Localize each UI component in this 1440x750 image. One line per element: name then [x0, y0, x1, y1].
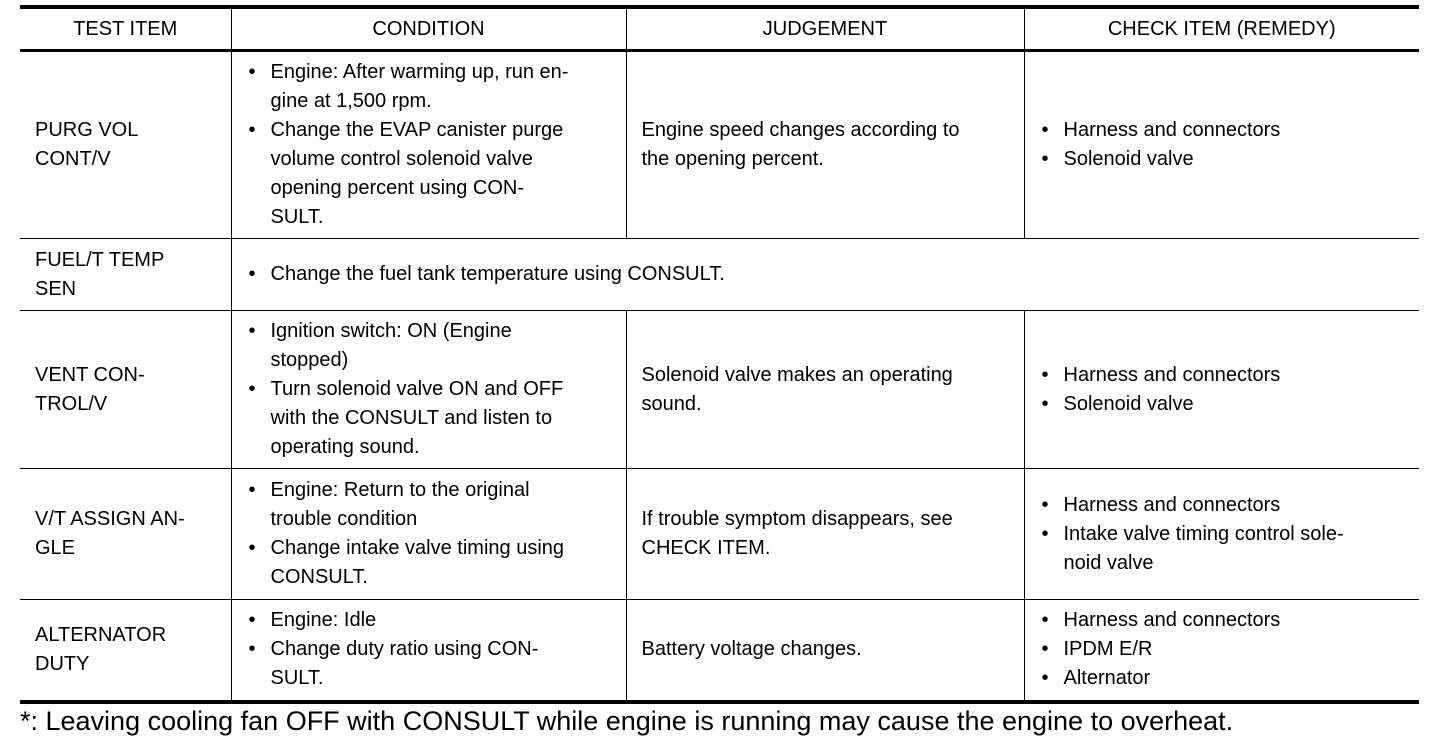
check-item-cell: [1024, 469, 1419, 600]
test-item-cell: VENT CON- TROL/V: [20, 311, 231, 469]
check-bullet: • Alternator: [1041, 667, 1151, 690]
condition-bullet: • Ignition switch: ON (Engine stopped): [248, 320, 512, 371]
header-test-item: TEST ITEM: [20, 7, 231, 51]
footnote: *: Leaving cooling fan OFF with CONSULT while engine is running may cause the engine to overheat.: [20, 706, 1234, 736]
judgement-cell: Engine speed changes according to the opening percent.: [626, 51, 1024, 239]
check-bullet: • IPDM E/R: [1041, 638, 1153, 661]
condition-bullet: • Change the EVAP canister purge volume control solenoid valve opening percent using CON- SULT.: [248, 119, 564, 228]
check-bullet: • Harness and connectors: [1041, 493, 1281, 516]
test-item-cell: FUEL/T TEMP SEN: [20, 239, 231, 311]
header-condition: CONDITION: [231, 7, 626, 51]
table-row: [20, 239, 1419, 311]
judgement-cell: Solenoid valve makes an operating sound.: [626, 311, 1024, 469]
test-item-cell: V/T ASSIGN AN- GLE: [20, 469, 231, 600]
condition-cell: [231, 600, 626, 702]
condition-bullet: • Engine: Return to the original trouble condition: [248, 479, 530, 530]
check-item-cell: [1024, 600, 1419, 702]
judgement-cell: Battery voltage changes.: [626, 600, 1024, 702]
table-row: [20, 600, 1419, 702]
condition-bullet: • Engine: Idle: [248, 609, 377, 632]
check-bullet: • Intake valve timing control sole- noid valve: [1041, 522, 1344, 574]
check-item-cell: [1024, 311, 1419, 469]
table-header-row: [20, 7, 1419, 51]
check-bullet: • Solenoid valve: [1041, 148, 1194, 170]
header-check-item: CHECK ITEM (REMEDY): [1024, 7, 1419, 51]
judgement-cell: If trouble symptom disappears, see CHECK ITEM.: [626, 469, 1024, 600]
table-row: [20, 469, 1419, 600]
condition-bullet: • Engine: After warming up, run en- gine at 1,500 rpm.: [248, 61, 569, 112]
table-row: [20, 51, 1419, 239]
condition-bullet: • Turn solenoid valve ON and OFF with the CONSULT and listen to operating sound.: [248, 378, 564, 458]
check-bullet: • Harness and connectors: [1041, 363, 1281, 386]
check-bullet: • Harness and connectors: [1041, 609, 1281, 632]
condition-bullet: • Change intake valve timing using CONSULT.: [248, 537, 565, 588]
condition-cell: [231, 51, 626, 239]
condition-cell: [231, 311, 626, 469]
check-bullet: • Harness and connectors: [1041, 119, 1281, 141]
test-item-cell: ALTERNATOR DUTY: [20, 600, 231, 702]
condition-bullet: • Change the fuel tank temperature using CONSULT.: [248, 263, 725, 285]
check-item-cell: [1024, 51, 1419, 239]
check-bullet: • Solenoid valve: [1041, 392, 1194, 415]
header-judgement: JUDGEMENT: [626, 7, 1024, 51]
condition-bullet: • Change duty ratio using CON- SULT.: [248, 638, 539, 690]
test-item-cell: PURG VOL CONT/V: [20, 51, 231, 239]
table-row: [20, 311, 1419, 469]
test-item-table: [20, 5, 1419, 704]
condition-cell: [231, 239, 1419, 311]
condition-cell: [231, 469, 626, 600]
